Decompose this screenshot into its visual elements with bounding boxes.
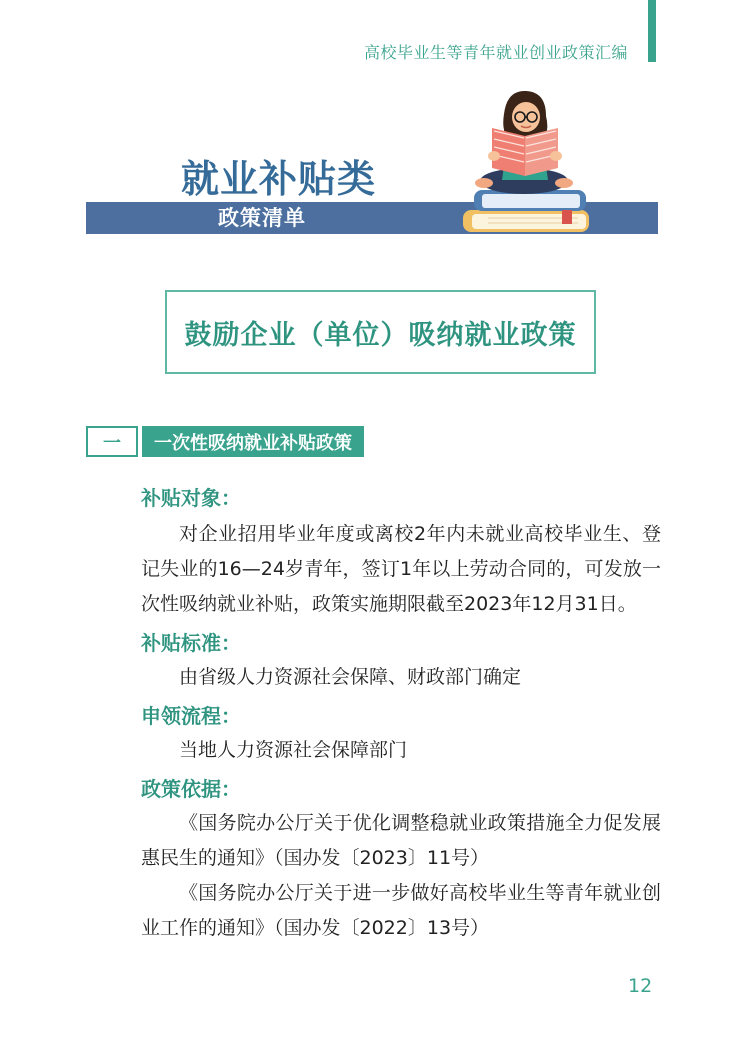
category-banner-label: 政策清单 xyxy=(218,206,306,230)
subsidy-target-text: 对企业招用毕业年度或离校2年内未就业高校毕业生、登记失业的16—24岁青年，签订1年以上劳动合同的，可发放一次性吸纳就业补贴，政策实施期限截至2023年12月31日。 xyxy=(141,523,661,615)
policy-basis-text-2: 《国务院办公厅关于进一步做好高校毕业生等青年就业创业工作的通知》（国办发〔2022〕13号） xyxy=(141,882,661,939)
application-process-text: 当地人力资源社会保障部门 xyxy=(179,739,408,761)
subsidy-standard-text: 由省级人力资源社会保障、财政部门确定 xyxy=(179,666,522,688)
subsidy-standard-heading: 补贴标准： xyxy=(141,631,241,655)
category-title: 就业补贴类 xyxy=(181,157,377,201)
application-process-heading: 申领流程： xyxy=(141,704,241,728)
header-accent-bar xyxy=(648,0,656,62)
policy-content xyxy=(141,483,661,946)
page-number: 12 xyxy=(628,975,653,997)
policy-basis-heading: 政策依据： xyxy=(141,777,241,801)
policy-basis-text-1: 《国务院办公厅关于优化调整稳就业政策措施全力促发展惠民生的通知》（国办发〔2023〕11号） xyxy=(141,812,661,869)
item-header xyxy=(86,426,364,457)
section-title: 鼓励企业（单位）吸纳就业政策 xyxy=(184,319,577,351)
section-title-box xyxy=(165,290,596,374)
item-number: 一 xyxy=(86,426,138,457)
item-label: 一次性吸纳就业补贴政策 xyxy=(142,426,364,457)
running-header: 高校毕业生等青年就业创业政策汇编 xyxy=(363,43,628,62)
woman-reading-on-books-icon xyxy=(458,84,598,240)
subsidy-target-heading: 补贴对象： xyxy=(141,486,241,510)
